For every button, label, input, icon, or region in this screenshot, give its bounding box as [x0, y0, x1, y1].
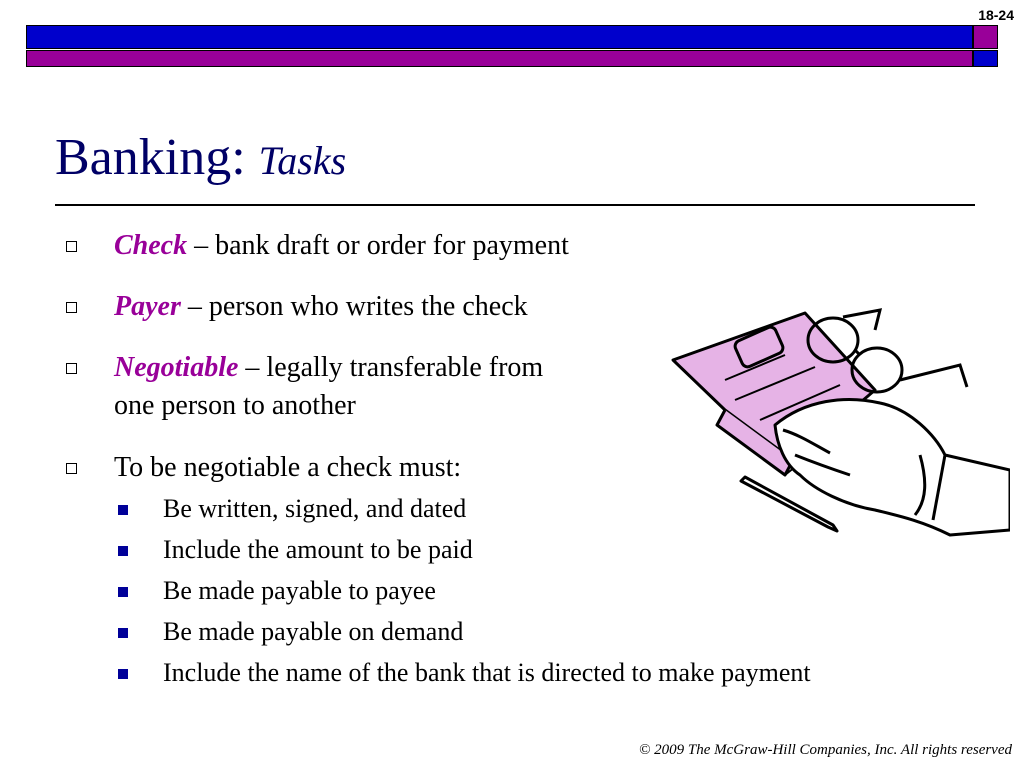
sub-bullet-text: Be made payable to payee: [163, 576, 436, 605]
hollow-square-bullet-icon: [66, 241, 77, 252]
bullet-definition: – person who writes the check: [180, 291, 528, 322]
slide-title: [55, 128, 346, 187]
header-square-purple: [973, 25, 998, 49]
slide-number: 18-24: [978, 7, 1014, 23]
sub-bullet-text: Include the name of the bank that is directed to make payment: [163, 658, 811, 687]
checkbook-writing-illustration: [665, 305, 1010, 545]
filled-square-bullet-icon: [118, 546, 128, 556]
title-sub: Tasks: [258, 138, 347, 183]
term-check: Check: [114, 230, 188, 261]
bullet-definition-continued: one person to another: [114, 390, 356, 421]
title-main: Banking:: [55, 129, 246, 186]
term-payer: Payer: [114, 291, 181, 322]
filled-square-bullet-icon: [118, 505, 128, 515]
bullet-definition: – bank draft or order for payment: [187, 230, 569, 261]
bullet-definition: – legally transferable from: [238, 352, 544, 383]
bullet-text: To be negotiable a check must:: [114, 452, 462, 483]
header-bar-purple: [26, 50, 973, 67]
filled-square-bullet-icon: [118, 628, 128, 638]
term-negotiable: Negotiable: [114, 352, 239, 383]
sub-bullet-text: Be written, signed, and dated: [163, 494, 467, 523]
title-divider: [55, 204, 975, 206]
sub-bullet-text: Be made payable on demand: [163, 617, 464, 646]
hollow-square-bullet-icon: [66, 302, 77, 313]
hollow-square-bullet-icon: [66, 363, 77, 374]
filled-square-bullet-icon: [118, 669, 128, 679]
filled-square-bullet-icon: [118, 587, 128, 597]
sub-bullet-text: Include the amount to be paid: [163, 535, 473, 564]
hollow-square-bullet-icon: [66, 463, 77, 474]
header-bar-blue: [26, 25, 973, 49]
copyright-footer: © 2009 The McGraw-Hill Companies, Inc. All rights reserved: [638, 742, 1012, 758]
header-square-blue: [973, 50, 998, 67]
